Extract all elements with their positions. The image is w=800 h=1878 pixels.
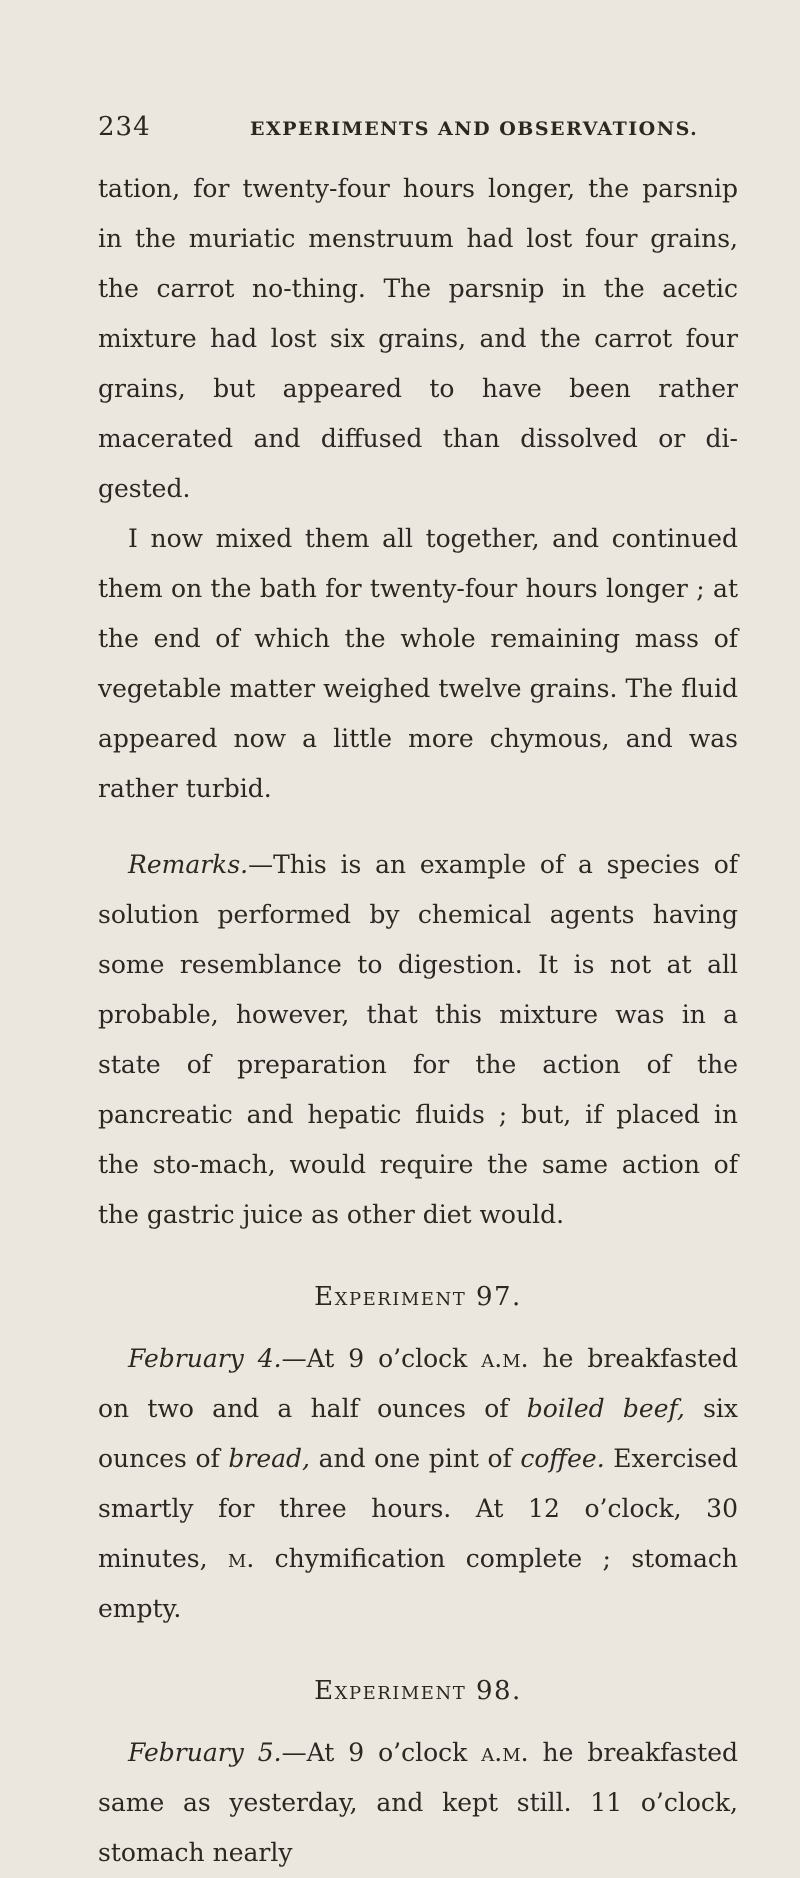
page-body	[98, 164, 738, 1878]
remarks-lead: Remarks.	[128, 850, 249, 879]
paragraph-experiment-97	[98, 1334, 738, 1634]
text-segment: —At 9 o’clock	[281, 1344, 482, 1373]
time-am: a.m.	[481, 1738, 529, 1767]
running-head: EXPERIMENTS AND OBSERVATIONS.	[250, 118, 699, 140]
text-segment: Exercised smartly for three hours. At 12 o’clock, 30 minutes,	[98, 1444, 738, 1573]
paragraph-continuation: tation, for twenty-four hours longer, the parsnip in the muriatic menstruum had lost four grains, the carrot no-thing. The parsnip in the acetic mixture had lost six grains, and the carrot four grains, but appeared to have been rather macerated and diffused than dissolved or di-gested.	[98, 174, 738, 503]
text-segment: he breakfasted same as yesterday, and kept still. 11 o’clock, stomach nearly	[98, 1738, 739, 1867]
food-boiled-beef: boiled beef,	[526, 1394, 685, 1423]
text-segment: chymification complete ; stomach empty.	[98, 1544, 738, 1623]
food-bread: bread,	[228, 1444, 310, 1473]
time-m: m.	[227, 1544, 255, 1573]
text-segment: —At 9 o’clock	[281, 1738, 482, 1767]
page-number: 234	[98, 112, 151, 142]
heading-experiment-98: Experiment 98.	[314, 1676, 522, 1706]
remarks-text: —This is an example of a species of solution performed by chemical agents having some resemblance to digestion. It is not at all probable, however, that this mixture was in a state of preparation for the action of the pancreatic and hepatic fluids ; but, if placed in the sto-mach, would require the same action of the gastric juice as other diet would.	[98, 850, 738, 1229]
page-header	[98, 112, 738, 152]
text-segment: he breakfasted on two and a half ounces of	[98, 1344, 739, 1423]
text-segment: and one pint of	[309, 1444, 521, 1473]
date-feb-4: February 4.	[128, 1344, 282, 1373]
food-coffee: coffee.	[520, 1444, 605, 1473]
date-feb-5: February 5.	[128, 1738, 282, 1767]
paragraph-experiment-98	[98, 1728, 738, 1878]
heading-experiment-97: Experiment 97.	[314, 1282, 522, 1312]
paragraph-remarks	[98, 840, 738, 1240]
paragraph-mixture: I now mixed them all together, and continued them on the bath for twenty-four hours longer ; at the end of which the whole remaining mass of vegetable matter weighed twelve grains. The fluid appeared now a little more chymous, and was rather turbid.	[98, 524, 738, 803]
time-am: a.m.	[481, 1344, 529, 1373]
text-segment: six ounces of	[98, 1394, 738, 1473]
